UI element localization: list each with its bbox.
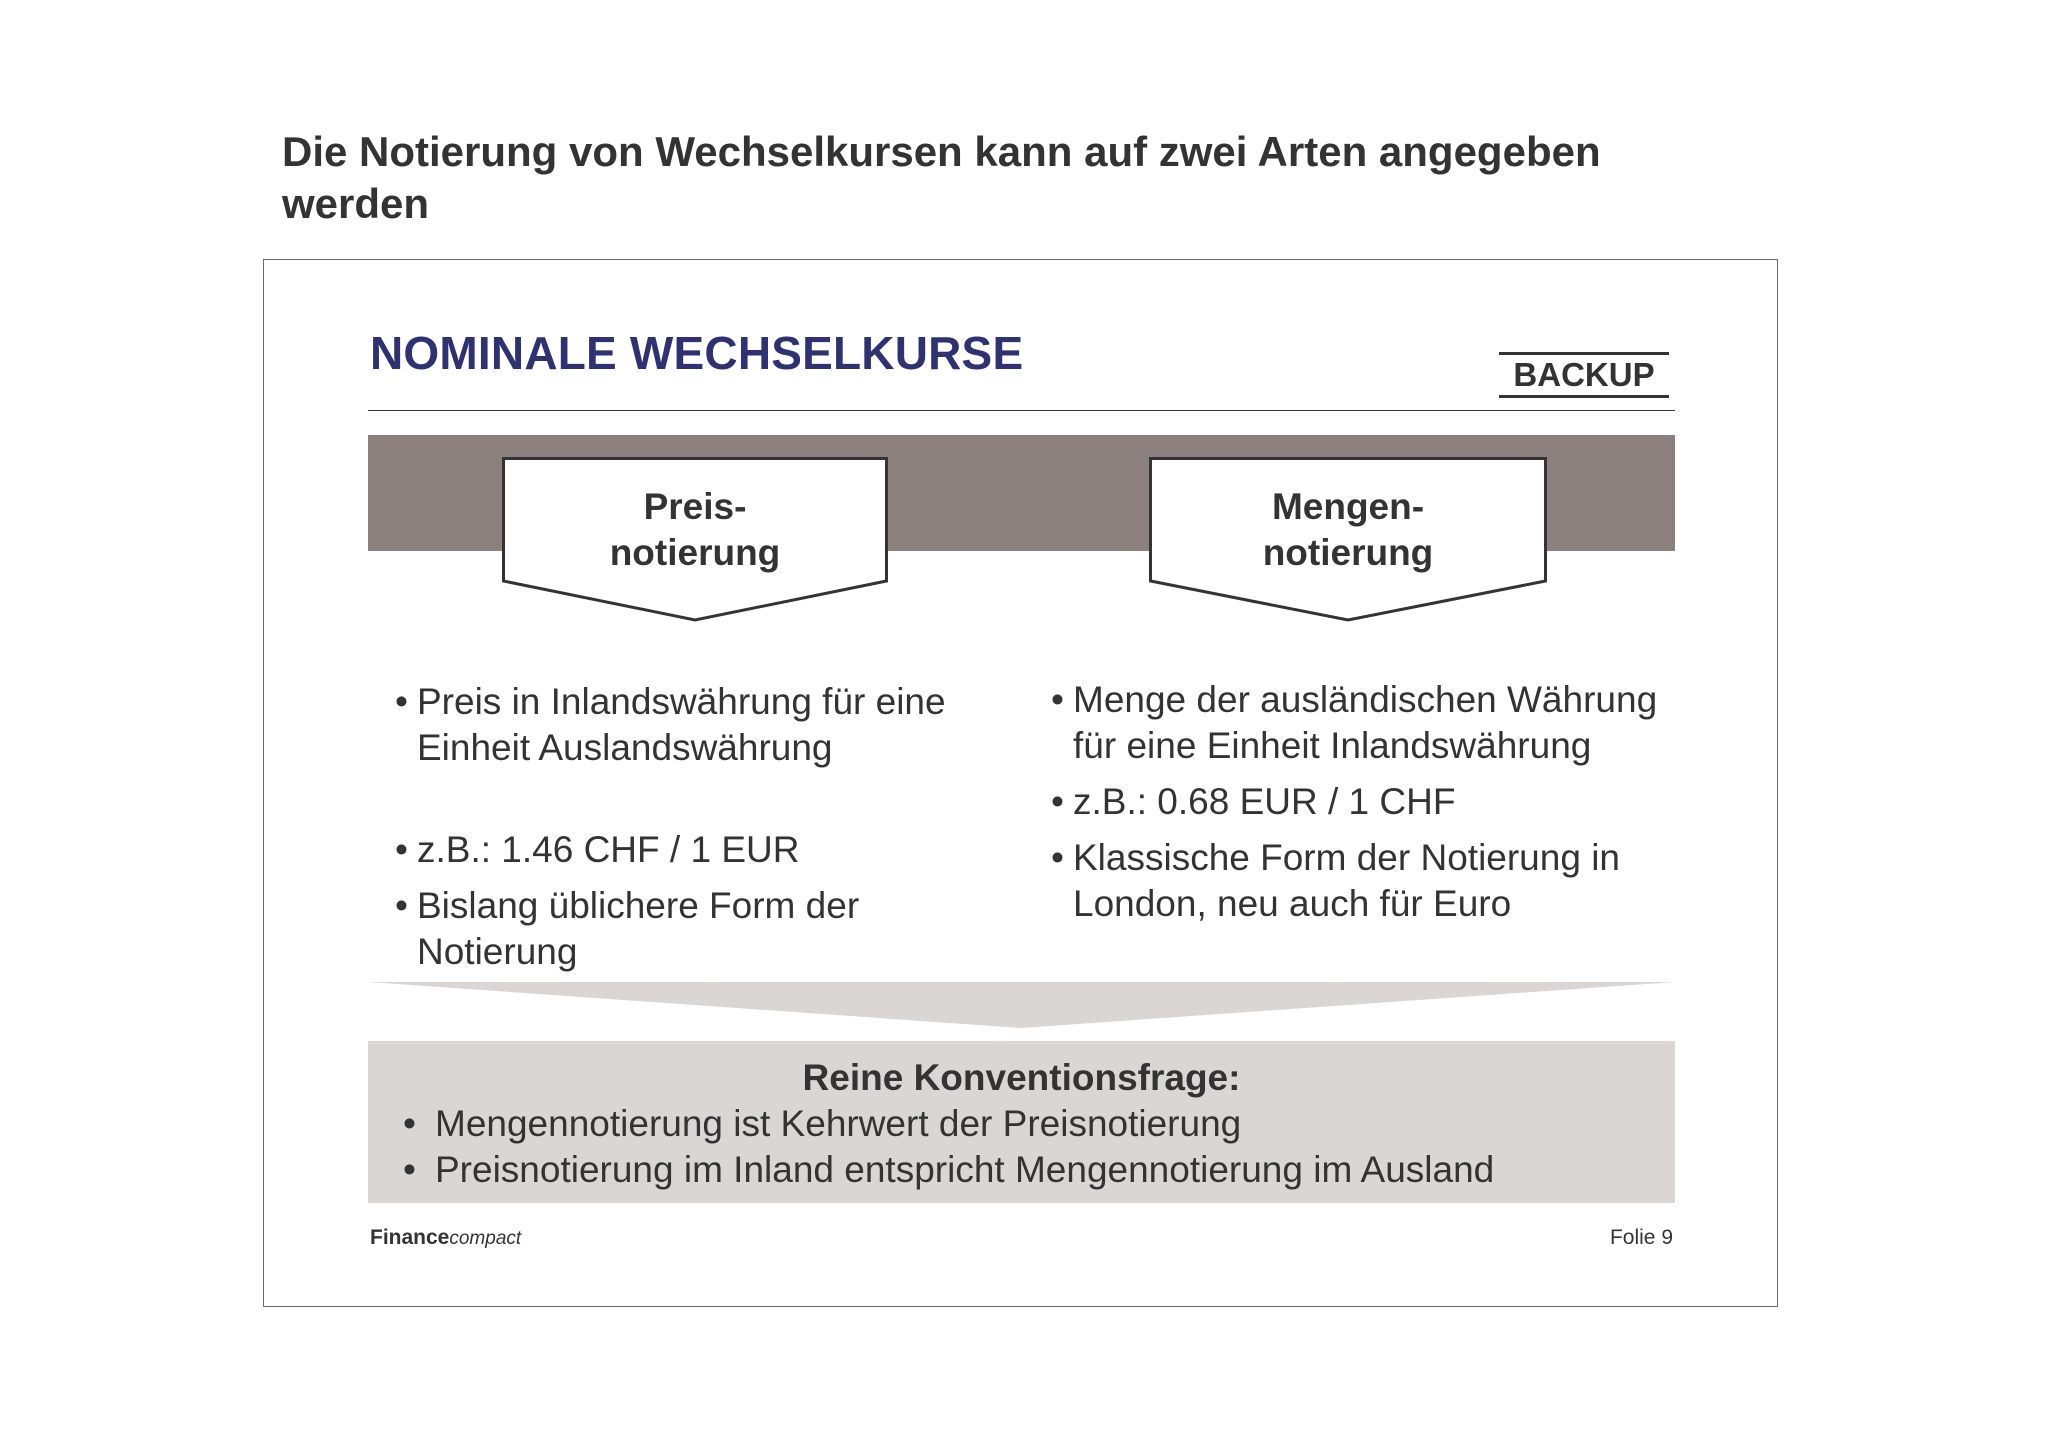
chevron-label-line2: notierung xyxy=(1262,532,1434,573)
bullet-dot: • xyxy=(395,681,408,722)
chevron-label-line2: notierung xyxy=(609,532,781,573)
list-item xyxy=(395,679,995,771)
conclusion-box xyxy=(368,1041,1675,1203)
bullet-dot: • xyxy=(403,1103,416,1144)
bullet-text: Klassische Form der Notierung in London, neu auch für Euro xyxy=(1073,837,1620,924)
list-item xyxy=(1051,779,1681,825)
slide-number: Folie 9 xyxy=(1609,1226,1673,1249)
title-rule xyxy=(368,410,1675,411)
bullet-dot: • xyxy=(1051,837,1064,878)
chevron-label-line1: Mengen- xyxy=(1271,486,1425,527)
bullet-text: Mengennotierung ist Kehrwert der Preisnotierung xyxy=(435,1103,1242,1144)
bullet-dot: • xyxy=(1051,781,1064,822)
bullet-text: z.B.: 1.46 CHF / 1 EUR xyxy=(417,829,800,870)
logo-strong: Finance xyxy=(370,1226,450,1249)
chevron-label-preisnotierung xyxy=(502,484,888,576)
funnel-arrow xyxy=(368,980,1675,1030)
list-item xyxy=(403,1101,1494,1147)
bullet-list-preisnotierung xyxy=(395,679,995,975)
slide-title: NOMINALE WECHSELKURSE xyxy=(370,327,1024,379)
chevron-label-line1: Preis- xyxy=(643,486,747,527)
bullet-dot: • xyxy=(395,885,408,926)
list-item xyxy=(403,1147,1494,1193)
backup-badge: BACKUP xyxy=(1499,352,1669,398)
bullet-text: Preis in Inlandswährung für eine Einheit Auslandswährung xyxy=(417,681,946,768)
list-item xyxy=(1051,835,1681,927)
bullet-text: Preisnotierung im Inland entspricht Mengennotierung im Ausland xyxy=(435,1149,1495,1190)
bullet-dot: • xyxy=(403,1149,416,1190)
list-item xyxy=(1051,677,1681,769)
conclusion-list xyxy=(403,1101,1494,1193)
logo-light: compact xyxy=(449,1228,522,1249)
bullet-dot: • xyxy=(1051,679,1064,720)
bullet-text: Menge der ausländischen Währung für eine Einheit Inlandswährung xyxy=(1073,679,1658,766)
bullet-text: Bislang üblichere Form der Notierung xyxy=(417,885,860,972)
footer-logo xyxy=(370,1226,521,1250)
conclusion-title: Reine Konventionsfrage: xyxy=(802,1057,1241,1098)
chevron-label-mengennotierung xyxy=(1149,484,1547,576)
bullet-text: z.B.: 0.68 EUR / 1 CHF xyxy=(1073,781,1456,822)
bullet-list-mengennotierung xyxy=(1051,677,1681,927)
list-item xyxy=(395,827,995,873)
list-item xyxy=(395,883,995,975)
page-heading: Die Notierung von Wechselkursen kann auf zwei Arten angegeben werden xyxy=(282,128,1601,227)
bullet-dot: • xyxy=(395,829,408,870)
